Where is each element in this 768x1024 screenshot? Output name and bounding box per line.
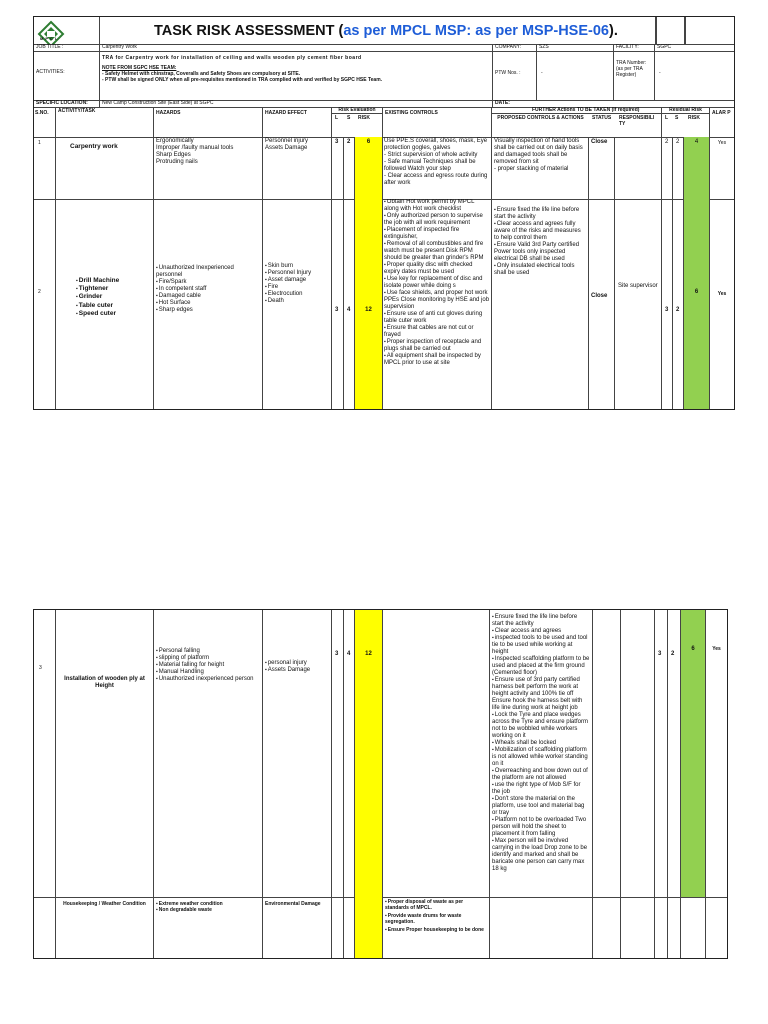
activities-line1: TRA for Carpentry work for installation of ceiling and walls wooden ply cement fiber board	[102, 55, 362, 61]
col-further-actions: FURTHER Actions TO BE TAKEN (If required)	[492, 107, 661, 114]
activities-note-title: NOTE FROM SGPC HSE TEAM:	[102, 65, 177, 71]
row2-activity-item: ▪ Speed cuter	[76, 310, 143, 318]
row2-activity-item: ▪ Table cuter	[76, 302, 143, 310]
activities-row	[34, 51, 734, 101]
title-end: ).	[608, 23, 618, 39]
activities-note1: - Safety Helmet with chinstrap, Coveralls and Safety Shoes are compulsory at SITE.	[102, 71, 301, 77]
table-row-2	[34, 199, 734, 409]
row3-proposed-item: ▪ Ensure fixed the life line before start the activity	[492, 614, 590, 628]
row4-rrisk	[681, 897, 706, 958]
row1-control: - Safe manual Techniques shall be followed Watch your step	[384, 159, 476, 172]
row2-control: ▪ Use key for replacement of disc and isolate power while doing s	[384, 276, 490, 290]
table-row-1	[34, 137, 734, 200]
row3-effect: ▪ Assets Damage	[265, 667, 329, 674]
row3-rrisk: 6	[681, 610, 706, 897]
row1-hazard: Sharp Edges	[156, 152, 191, 158]
row3-controls	[383, 610, 490, 897]
row2-control: ▪ All equipment shall be inspected by MPCL prior to use at site	[384, 353, 490, 367]
facility-label: FACILITY:	[614, 44, 655, 51]
row2-hazards	[154, 199, 263, 409]
row1-hazards	[154, 137, 263, 199]
row2-activity-item: ▪ Grinder	[76, 293, 143, 301]
col-hazards: HAZARDS	[154, 107, 263, 137]
col-activity: ACTIVITY/TASK	[56, 107, 154, 137]
row2-hazard: ▪ Hot Surface	[156, 300, 260, 307]
row2-rs: 2	[673, 199, 684, 409]
row2-proposed	[492, 199, 589, 409]
col-residual-group	[662, 107, 710, 137]
row2-effects	[263, 199, 332, 409]
row4-responsibility	[621, 897, 655, 958]
col-proposed-controls: PROPOSED CONTROLS & ACTIONS	[497, 115, 584, 121]
row1-responsibility	[615, 137, 662, 199]
row2-control: ▪ Proper quality disc with checked expiry dates must be used	[384, 262, 490, 276]
row1-proposed	[492, 137, 589, 199]
row3-rs: 2	[668, 610, 681, 897]
location-value: New Camp Construction Site (East Side) at SGPC	[100, 100, 493, 107]
row4-control: ▪ Ensure Proper housekeeping to be done	[385, 927, 487, 933]
row2-activity	[56, 199, 154, 409]
row4-effects	[263, 897, 332, 958]
job-title-value: Carpentry Work	[100, 44, 493, 51]
title-row	[34, 17, 734, 45]
col-risk-eval: Risk Evaluation	[332, 107, 382, 114]
row2-status: Close	[589, 199, 615, 409]
col-sno: S.NO.	[34, 107, 56, 137]
row1-control: Use PPE.S coverall, shoes, mask, Eye protection gogles, galves	[384, 138, 488, 151]
row1-hazard: Ergonomically	[156, 138, 194, 144]
row2-activity-item: ▪ Tightener	[76, 285, 143, 293]
tra-sheet-page1	[33, 16, 735, 410]
row4-effect: Environmental Damage	[265, 901, 321, 907]
row1-rs: 2	[673, 137, 684, 199]
col-risk: RISK	[358, 115, 370, 121]
row3-proposed-item: ▪ use the right type of Mob S/F for the job	[492, 782, 590, 796]
row3-proposed-item: ▪ Max person will be involved carrying in the load Drop zone to be identify and marked and shall be baricate one person can carry max 18 kg	[492, 838, 590, 873]
row2-effect: ▪ Fire	[265, 284, 329, 291]
row3-effect: ▪ personal injury	[265, 660, 329, 667]
row3-l: 3	[332, 610, 344, 897]
row2-control: ▪ Removal of all combustibles and fire watch must be present Disk RPM should be greater than grinder's RPM	[384, 241, 490, 262]
row4-sno	[34, 897, 56, 958]
row3-proposed-item: ▪ Inspected scaffolding platform to be used and placed at the firm ground (Cemented floor)	[492, 656, 590, 677]
row3-responsibility	[621, 610, 655, 897]
row3-proposed-item: ▪ Wheals shall be locked	[492, 740, 590, 747]
company-value: SZS	[537, 44, 614, 51]
col-existing-controls: EXISTING CONTROLS	[383, 107, 492, 137]
table-row-4	[34, 897, 727, 958]
row1-status: Close	[589, 137, 615, 199]
row2-control: ▪ Ensure that cables are not cut or frayed	[384, 325, 490, 339]
row2-controls	[383, 199, 492, 409]
tra-label: TRA Number: (as per TRA Register)	[614, 51, 655, 100]
row4-status	[593, 897, 621, 958]
col-hazard-effect: HAZARD EFFECT	[263, 107, 332, 137]
activities-note2: - PTW shall be signed ONLY when all pre-requisites mentioned in TRA complied with and verified by SGPC HSE Team.	[102, 77, 383, 83]
col-further-group	[492, 107, 662, 137]
row1-l: 3	[332, 137, 344, 199]
row1-activity: Carpentry work	[56, 137, 154, 199]
col-rs: S	[675, 115, 679, 121]
row4-l	[332, 897, 344, 958]
title-blue: as per MPCL MSP: as per MSP-HSE-06	[343, 23, 609, 39]
row1-s: 2	[344, 137, 355, 199]
company-label: COMPANY:	[493, 44, 537, 51]
row2-proposed-item: ▪ Ensure Valid 3rd Party certified Power tools only inspected electrical DB shall be used	[494, 242, 586, 263]
row2-s: 4	[344, 199, 355, 409]
row1-effect: Personnel injury	[265, 138, 309, 144]
table-row-3	[34, 610, 727, 898]
tra-value: -	[659, 70, 661, 76]
row2-hazard: ▪ Damaged cable	[156, 293, 260, 300]
row1-rl: 2	[662, 137, 673, 199]
row3-proposed-item: ▪ Mobilization of scaffolding platform is not allowed while worker standing on it	[492, 747, 590, 768]
job-title-label: JOB TITLE :	[34, 44, 100, 51]
row3-rl: 3	[655, 610, 668, 897]
row2-proposed-item: ▪ Clear access and agrees fully aware of the risks and measures to help control them	[494, 221, 586, 242]
row3-proposed-item: ▪ Clear access and agrees	[492, 628, 590, 635]
row1-rrisk: 4	[684, 137, 710, 199]
row2-sno: 2	[34, 199, 56, 409]
col-alarp: ALAR P	[712, 110, 731, 116]
col-s: S	[347, 115, 351, 121]
row2-control: ▪ Placement of inspected fire extinguisher,	[384, 227, 490, 241]
row2-risk: 12	[355, 199, 383, 409]
row1-proposed-item: - proper stacking of material	[494, 166, 569, 172]
row1-effect: Assets Damage	[265, 145, 308, 151]
row3-proposed	[490, 610, 593, 897]
row3-sno: 3	[34, 610, 56, 897]
row2-alarp: Yes	[717, 291, 727, 297]
row2-hazard: ▪ In competent staff	[156, 286, 260, 293]
ptw-value: -	[537, 51, 614, 100]
row3-proposed-item: ▪ Platform not to be overloaded Two person will hold the sheet to placement it from falling	[492, 817, 590, 838]
row4-rs	[668, 897, 681, 958]
row3-proposed-item: ▪ Overreaching and bow down out of the platform are not allowed	[492, 768, 590, 782]
row3-s: 4	[344, 610, 355, 897]
row4-rl	[655, 897, 668, 958]
title-right-cell-2	[684, 17, 686, 44]
row1-proposed-item: Visually inspection of hand tools shall be carried out on daily basis and damaged tools shall be removed from sit	[494, 138, 583, 165]
row2-hazard: ▪ Sharp edges	[156, 307, 260, 314]
row3-activity: Installation of wooden ply at Height	[56, 610, 154, 897]
row4-proposed	[490, 897, 593, 958]
col-risk-eval-group	[332, 107, 383, 137]
row3-hazard: ▪ Unauthorized inexperienced person	[156, 676, 260, 683]
facility-value: SGPC	[657, 44, 672, 50]
row4-hazard: ▪ Extreme weather condition	[156, 901, 260, 907]
row4-s	[344, 897, 355, 958]
row2-hazard: ▪ Unauthorized Inexperienced personnel	[156, 265, 260, 279]
row3-proposed-item: ▪ Don't store the material on the platform, use tool and material bag or tray	[492, 796, 590, 817]
tra-sheet-page2	[33, 609, 728, 959]
row4-hazards	[154, 897, 263, 958]
date-label: DATE:	[495, 100, 510, 106]
row2-hazard: ▪ Fire/Spark	[156, 279, 260, 286]
row1-hazard: Improper /faulty manual tools	[156, 145, 234, 151]
row3-hazards	[154, 610, 263, 897]
row2-l: 3	[332, 199, 344, 409]
row2-proposed-item: ▪ Only insulated electrical tools shall be used	[494, 263, 586, 277]
activities-text	[100, 51, 493, 100]
row3-proposed-item: ▪ Lock the Tyre and place wedges across the Tyre and ensure platform not to be wobbled while workers working on it	[492, 712, 590, 740]
row3-hazard: ▪ Manual Handling	[156, 669, 260, 676]
row3-hazard: ▪ slipping of platform	[156, 655, 260, 662]
row4-control: ▪ Provide waste drums for waste segregation.	[385, 913, 487, 925]
row3-effects	[263, 610, 332, 897]
row1-controls	[383, 137, 492, 199]
row2-responsibility: Site supervisor	[615, 199, 662, 409]
row3-proposed-item: ▪ inspected tools to be used and tool tie to be used while working at height	[492, 635, 590, 656]
row1-sno: 1	[34, 137, 56, 199]
row1-control: - Clear access and egress route during after work	[384, 173, 488, 186]
row4-control: ▪ Proper disposal of waste as per standards of MPCL.	[385, 899, 487, 911]
row2-control: ▪ Proper inspection of receptacle and plugs shall be carried out	[384, 339, 490, 353]
row2-rrisk: 6	[684, 199, 710, 409]
row3-hazard: ▪ Personal falling	[156, 648, 260, 655]
row4-alarp	[706, 897, 727, 958]
row2-control: ▪ Obtain Hot work permit by MPCL along with Hot work checklist	[384, 199, 490, 213]
row2-effect: ▪ Personnel Injury	[265, 270, 329, 277]
column-header-row	[34, 107, 734, 138]
row4-risk	[355, 897, 383, 958]
row3-alarp: Yes	[712, 646, 721, 652]
row3-risk: 12	[355, 610, 383, 897]
col-responsibility: RESPONSIBILI TY	[619, 115, 655, 127]
row4-hazard: ▪ Non degradable waste	[156, 907, 260, 913]
row3-hazard: ▪ Material falling for height	[156, 662, 260, 669]
col-status: STATUS	[592, 115, 612, 121]
row2-control: ▪ Only authorized person to supervise the job with all work requirement	[384, 213, 490, 227]
row1-alarp: Yes	[717, 140, 727, 146]
title-right-cell-1	[655, 17, 657, 44]
col-rrisk: RISK	[688, 115, 700, 121]
row2-effect: ▪ Electrocution	[265, 291, 329, 298]
row4-activity: Housekeeping / Weather Condition	[56, 897, 154, 958]
row4-controls	[383, 897, 490, 958]
row1-control: - Strict supervision of whole activity	[384, 152, 478, 158]
col-residual-risk: Residual Risk	[662, 107, 709, 114]
row1-hazard: Protruding nails	[156, 159, 198, 165]
row2-control: ▪ Ensure use of anti cut gloves during table cuter work	[384, 311, 490, 325]
row2-effect: ▪ Death	[265, 298, 329, 305]
page-title	[154, 23, 618, 39]
ptw-label: PTW Nos. :	[493, 51, 537, 100]
row1-risk: 6	[355, 137, 383, 199]
row3-proposed-item: ▪ Ensure use of 3rd party certified harness belt perform the work at height activity and 100% tie off Ensure hook the harness belt with life line during work at height job	[492, 677, 590, 712]
row1-effects	[263, 137, 332, 199]
activities-label: ACTIVITIES:	[34, 51, 100, 100]
logo-cell	[34, 17, 100, 44]
col-l: L	[335, 115, 339, 121]
row3-status	[593, 610, 621, 897]
row2-proposed-item: ▪ Ensure fixed the life line before start the activity	[494, 207, 586, 221]
col-rl: L	[665, 115, 669, 121]
row2-rl: 3	[662, 199, 673, 409]
location-label: SPECIFIC LOCATION:	[34, 100, 100, 107]
row2-control: ▪ Use face shields, and proper hot work PPEs Close monitoring by HSE and job supervision	[384, 290, 490, 311]
row2-activity-item: ▪ Drill Machine	[76, 277, 143, 285]
row2-effect: ▪ Asset damage	[265, 277, 329, 284]
logo-caption: MPCL	[40, 36, 60, 41]
title-main: TASK RISK ASSESSMENT (	[154, 23, 344, 39]
row2-effect: ▪ Skin burn	[265, 263, 329, 270]
